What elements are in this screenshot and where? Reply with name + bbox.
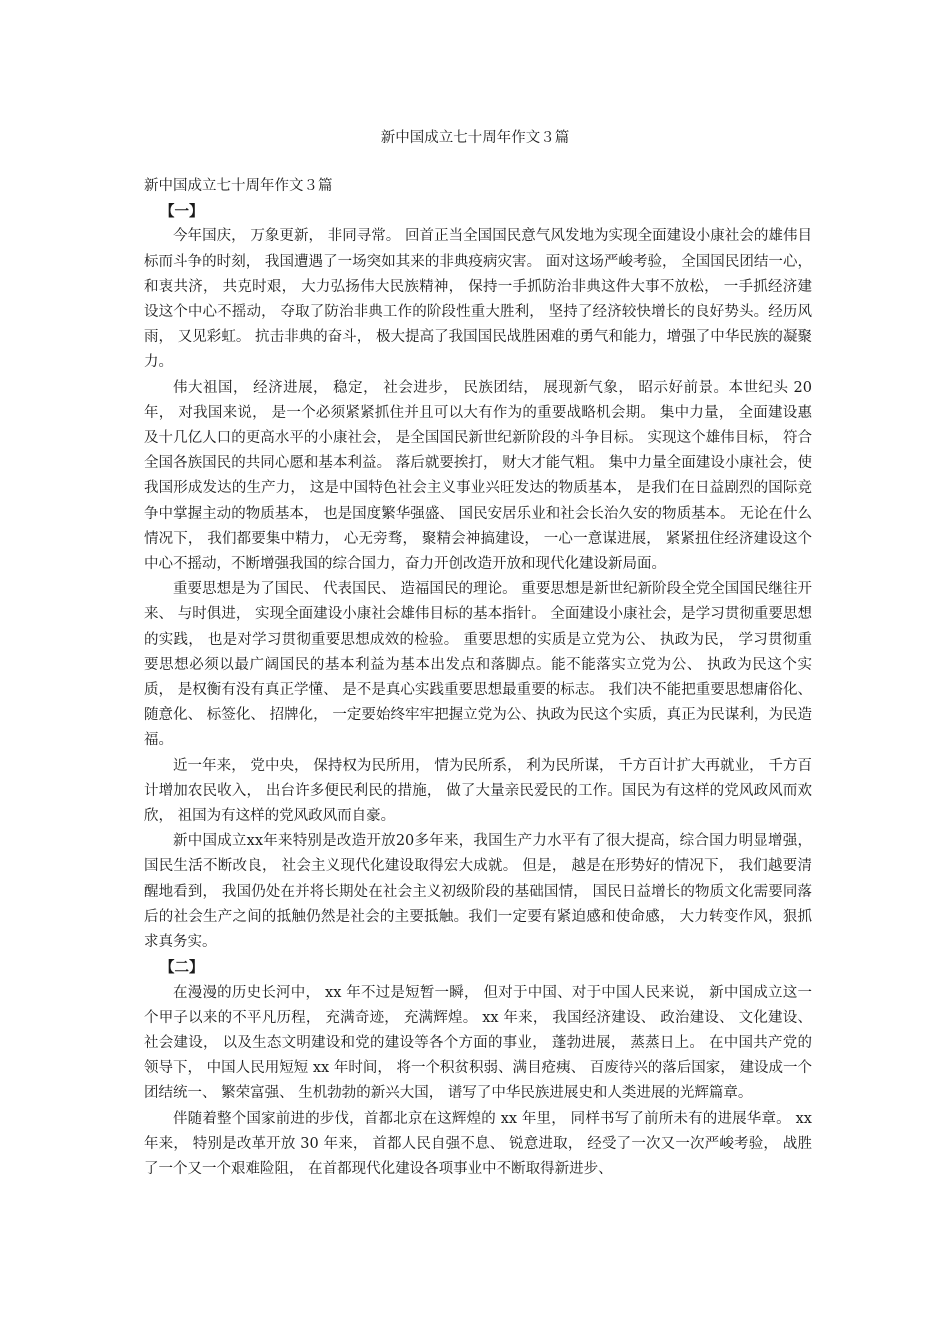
- paragraph: 今年国庆， 万象更新， 非同寻常。 回首正当全国国民意气风发地为实现全面建设小康社会的雄伟目标而斗争的时刻， 我国遭遇了一场突如其来的非典疫病灾害。 面对这场严峻考验， 全国国民团结一心， 和衷共济， 共克时艰， 大力弘扬伟大民族精神， 保持一手抓防治非典这件大事不放松， 一手抓经济建设这个中心不摇动， 夺取了防治非典工作的阶段性重大胜利， 坚持了经济较快增长的良好势头。经历风雨， 又见彩虹。 抗击非典的奋斗， 极大提高了我国国民战胜困难的勇气和能力，增强了中华民族的凝聚力。: [144, 228, 812, 371]
- document-subtitle: 新中国成立七十周年作文３篇: [144, 178, 333, 194]
- paragraph: 伟大祖国， 经济进展， 稳定， 社会进步， 民族团结， 展现新气象， 昭示好前景。本世纪头 20 年， 对我国来说， 是一个必须紧紧抓住并且可以大有作为的重要战略机会期。 集中力量， 全面建设惠及十几亿人口的更高水平的小康社会， 是全国国民新世纪新阶段的斗争目标。 实现这个雄伟目标， 符合全国各族国民的共同心愿和基本利益。 落后就要挨打， 财大才能气粗。 集中力量全面建设小康社会，使我国形成发达的生产力， 这是中国特色社会主义事业兴旺发达的物质基本， 是我们在日益剧烈的国际竞争中掌握主动的物质基本， 也是国度繁华强盛、 国民安居乐业和社会长治久安的物质基本。 无论在什么情况下， 我们都要集中精力， 心无旁骛， 聚精会神搞建设， 一心一意谋进展， 紧紧扭住经济建设这个中心不摇动，不断增强我国的综合国力，奋力开创改造开放和现代化建设新局面。: [144, 379, 812, 573]
- paragraph: 近一年来， 党中央， 保持权为民所用， 情为民所系， 利为民所谋， 千方百计扩大再就业， 千方百计增加农民收入， 出台许多便民利民的措施， 做了大量亲民爱民的工作。国民为有这样的党风政风而欢欣， 祖国为有这样的党风政风而自豪。: [144, 757, 812, 825]
- paragraph: 在漫漫的历史长河中， xx 年不过是短暂一瞬， 但对于中国、对于中国人民来说， 新中国成立这一个甲子以来的不平凡历程， 充满奇迹， 充满辉煌。 xx 年来， 我国经济建设、 政治建设、 文化建设、 社会建设， 以及生态文明建设和党的建设等各个方面的事业， 蓬勃进展， 蒸蒸日上。 在中国共产党的领导下， 中国人民用短短 xx 年时间， 将一个积贫积弱、满目疮痍、 百废待兴的落后国家， 建设成一个团结统一、 繁荣富强、 生机勃勃的新兴大国， 谱写了中华民族进展史和人类进展的光辉篇章。: [144, 984, 812, 1102]
- paragraph: 伴随着整个国家前进的步伐，首都北京在这辉煌的 xx 年里， 同样书写了前所未有的进展华章。 xx 年来， 特别是改革开放 30 年来， 首都人民自强不息、 锐意进取， 经受了一次又一次严峻考验， 战胜了一个又一个艰难险阻， 在首都现代化建设各项事业中不断取得新进步、: [144, 1110, 812, 1177]
- paragraph: 重要思想是为了国民、 代表国民、 造福国民的理论。 重要思想是新世纪新阶段全党全国国民继往开来、 与时俱进， 实现全面建设小康社会雄伟目标的基本指针。 全面建设小康社会，是学习贯彻重要思想的实践， 也是对学习贯彻重要思想成效的检验。 重要思想的实质是立党为公、 执政为民， 学习贯彻重要思想必须以最广阔国民的基本利益为基本出发点和落脚点。能不能落实立党为公、 执政为民这个实质， 是权衡有没有真正学懂、 是不是真心实践重要思想最重要的标志。 我们决不能把重要思想庸俗化、 随意化、 标签化、 招牌化， 一定要始终牢牢把握立党为公、执政为民这个实质，真正为民谋利，为民造福。: [144, 581, 812, 749]
- section-heading-1: 【一】: [160, 203, 204, 221]
- document-title: 新中国成立七十周年作文３篇: [380, 130, 570, 146]
- section-heading-2: 【二】: [160, 959, 204, 977]
- paragraph: 新中国成立xx年来特别是改造开放20多年来，我国生产力水平有了很大提高，综合国力明显增强， 国民生活不断改良， 社会主义现代化建设取得宏大成就。 但是， 越是在形势好的情况下， 我们越要清醒地看到， 我国仍处在并将长期处在社会主义初级阶段的基础国情， 国民日益增长的物质文化需要同落后的社会生产之间的抵触仍然是社会的主要抵触。我们一定要有紧迫感和使命感， 大力转变作风，狠抓求真务实。: [144, 833, 812, 951]
- document-body: [144, 174, 812, 1182]
